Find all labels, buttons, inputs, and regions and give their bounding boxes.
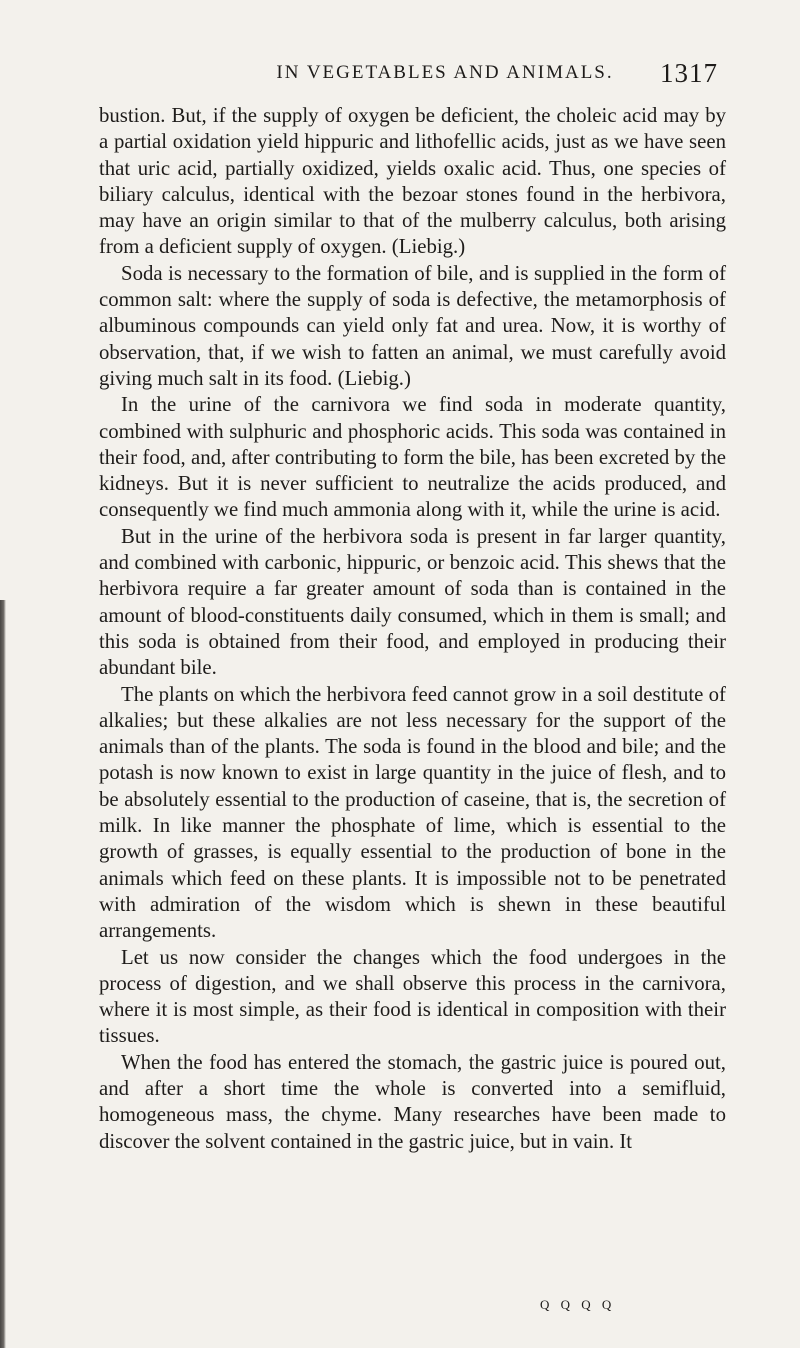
paragraph: Soda is necessary to the formation of bile, and is supplied in the form of common salt: where the supply of soda is defective, the metamorphosis of albuminous compounds can yield only fat and urea. Now, it is worthy of observation, that, if we wish to fatten an animal, we must carefully avoid giving much salt in its food. (Liebig.) bbox=[99, 261, 726, 390]
paragraph: When the food has entered the stomach, the gastric juice is poured out, and after a short time the whole is converted into a semifluid, homogeneous mass, the chyme. Many researches have been made to discover the solvent contained in the gastric juice, but in vain. It bbox=[99, 1050, 726, 1153]
signature-mark: Q Q Q Q bbox=[540, 1297, 616, 1312]
paragraph: bustion. But, if the supply of oxygen be deficient, the choleic acid may by a partial oxidation yield hippuric and lithofellic acids, just as we have seen that uric acid, partially oxidized, yields oxalic acid. Thus, one species of biliary calculus, identical with the bezoar stones found in the herbivora, may have an origin similar to that of the mulberry calculus, both arising from a deficient supply of oxygen. (Liebig.) bbox=[99, 104, 726, 259]
paragraph: Let us now consider the changes which the food undergoes in the process of digestion, and we shall observe this process in the carnivora, where it is most simple, as their food is identical in composition with their tissues. bbox=[99, 945, 726, 1048]
binding-shadow bbox=[0, 600, 6, 1348]
running-head: IN VEGETABLES AND ANIMALS. bbox=[276, 62, 614, 83]
body-text bbox=[99, 103, 726, 1155]
paragraph: The plants on which the herbivora feed cannot grow in a soil destitute of alkalies; but these alkalies are not less necessary for the support of the animals than of the plants. The soda is found in the blood and bile; and the potash is now known to exist in large quantity in the juice of flesh, and to be absolutely essential to the production of caseine, that is, the secretion of milk. In like manner the phosphate of lime, which is essential to the growth of grasses, is equally essential to the production of bone in the animals which feed on these plants. It is impossible not to be penetrated with admiration of the wisdom which is shewn in these beautiful arrangements. bbox=[99, 682, 726, 943]
paragraph: In the urine of the carnivora we find soda in moderate quantity, combined with sulphuric and phosphoric acids. This soda was contained in their food, and, after contributing to form the bile, has been excreted by the kidneys. But it is never sufficient to neutralize the acids produced, and consequently we find much ammonia along with it, while the urine is acid. bbox=[99, 393, 726, 522]
paragraph: But in the urine of the herbivora soda is present in far larger quantity, and combined with carbonic, hippuric, or benzoic acid. This shews that the herbivora require a far greater amount of soda than is contained in the amount of blood-constituents daily consumed, which in them is small; and this soda is obtained from their food, and employed in producing their abundant bile. bbox=[99, 524, 726, 680]
page-number: 1317 bbox=[660, 58, 718, 88]
